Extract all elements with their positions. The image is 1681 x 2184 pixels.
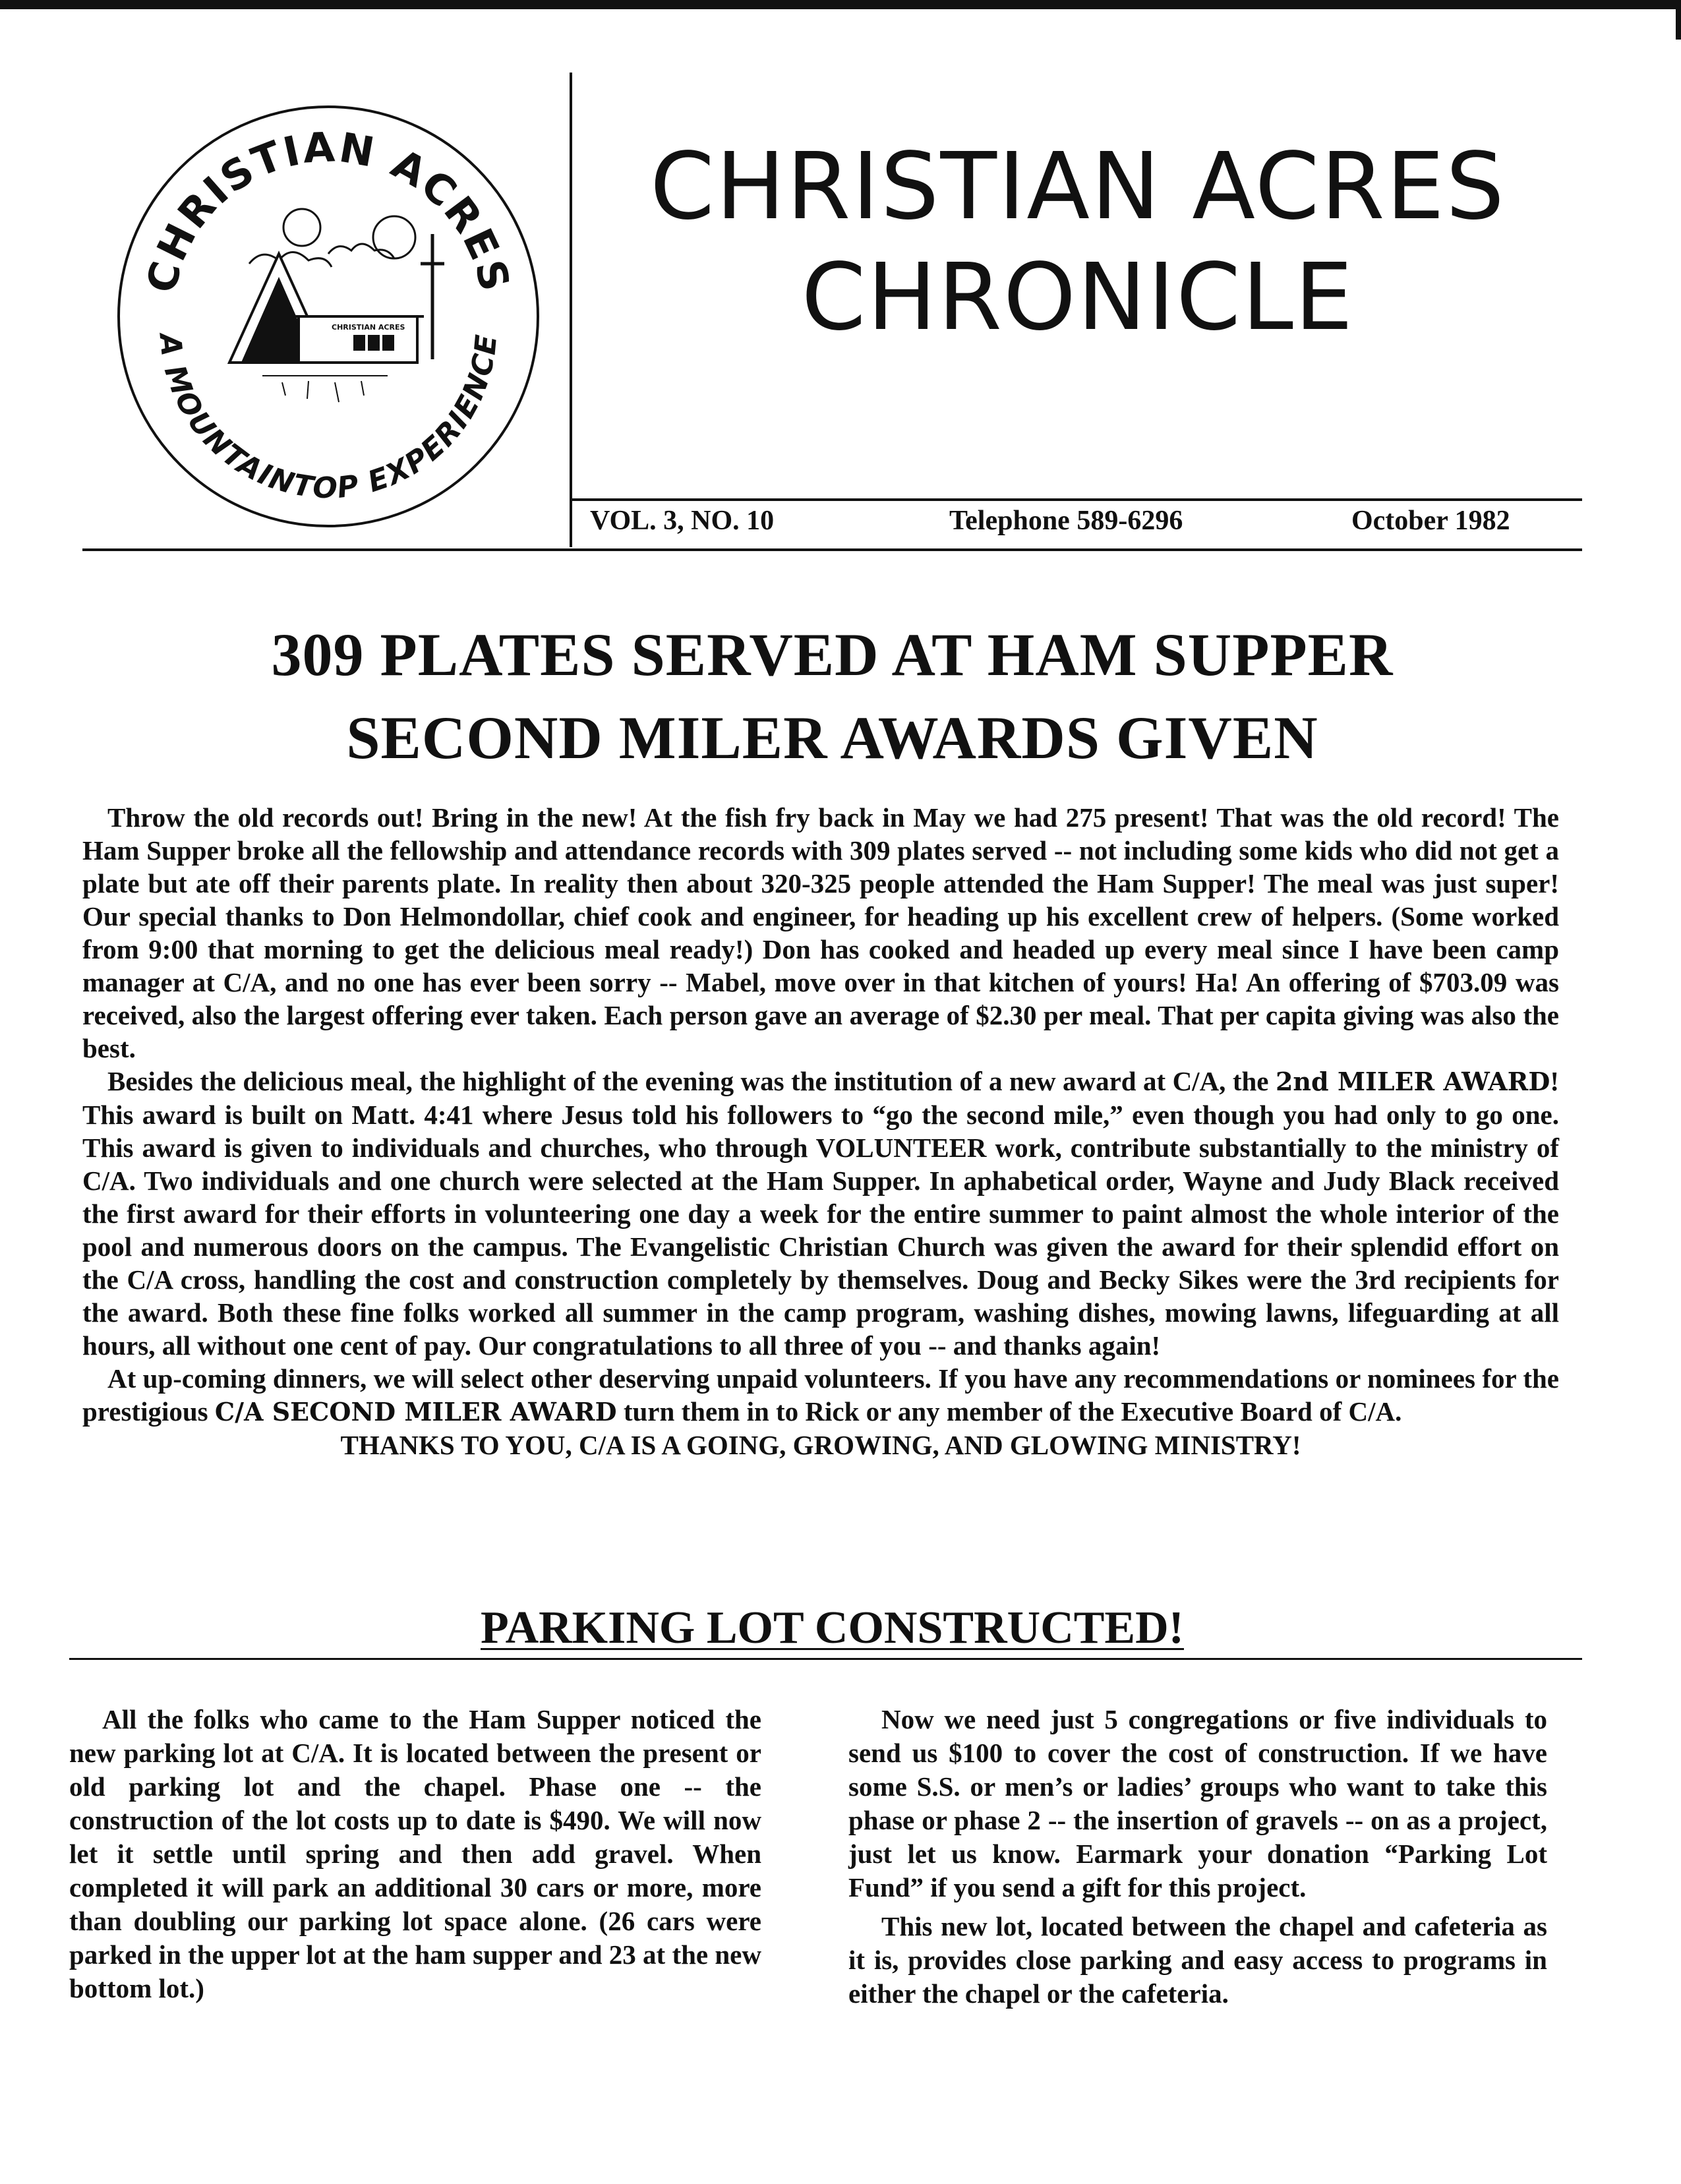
newsletter-title (580, 132, 1576, 353)
issue-info-bar (590, 505, 1513, 539)
page-top-border (0, 0, 1681, 9)
logo-sign-text: CHRISTIAN ACRES (332, 323, 405, 332)
article-paragraph-1: Throw the old records out! Bring in the new! At the fish fry back in May we had 275 present! That was the old record! The Ham Supper broke all the fellowship and attendance records with 309 plates served -- not including some kids who did not get a plate but ate off their parents plate. In reality then about 320-325 people attended the Ham Supper! The meal was just super! Our special thanks to Don Helmondollar, chief cook and engineer, for heading up his excellent crew of helpers. (Some worked from 9:00 that morning to get the delicious meal ready!) Don has cooked and headed up every meal since I have been camp manager at C/A, and no one has ever been sorry -- Mabel, move over in that kitchen of yours! Ha! An offering of $703.09 was received, also the largest offering ever taken. Each person gave an average of $2.30 per meal. That per capita giving was also the best. (82, 802, 1559, 1063)
logo-bottom-text: A MOUNTAINTOP EXPERIENCE (152, 332, 504, 506)
logo-top-text: CHRISTIAN ACRES (136, 123, 520, 298)
parking-lot-heading: PARKING LOT CONSTRUCTED! (481, 1603, 1184, 1653)
masthead-vertical-rule (570, 73, 572, 547)
meta-rule-top (570, 498, 1582, 501)
parking-left-paragraph: All the folks who came to the Ham Supper noticed the new parking lot at C/A. It is located between the present or old parking lot and the chapel. Phase one -- the construction of the lot costs up to date is $490. We will now let it settle until spring and then add gravel. When completed it will park an additional 30 cars or more, more than doubling our parking lot space alone. (26 cars were parked in the upper lot at the ham supper and 23 at the new bottom lot.) (69, 1704, 761, 2003)
parking-right-paragraph-2: This new lot, located between the chapel and cafeteria as it is, provides close parking and easy access to programs in either the chapel or the cafeteria. (848, 1911, 1547, 2009)
cross-illustration (421, 234, 444, 359)
parking-section-rule (69, 1658, 1582, 1660)
p2-text-b: ! This award is built on Matt. 4:41 where Jesus told his followers to “go the second mile,” even though you had only to go one. This award is given to individuals and churches, who through VOLUNTEER work, contribute substantially to the ministry of C/A. Two individuals and one church were selected at the Ham Supper. In aphabetical order, Wayne and Judy Black received the first award for their efforts in volunteering one day a week for the entire summer to paint almost the whole interior of the pool and numerous doors on the campus. The Evangelistic Christian Church was given the award for their splendid effort on the C/A cross, handling the cost and construction completely by themselves. Doug and Becky Sikes were the 3rd recipients for the award. Both these fine folks worked all summer in the camp program, washing dishes, mowing lawns, lifeguarding at all hours, all without one cent of pay. Our congratulations to all three of you -- and thanks again! (82, 1066, 1559, 1361)
clouds-illustration (249, 209, 415, 267)
headline-line-1: 309 PLATES SERVED AT HAM SUPPER (271, 621, 1394, 688)
article-paragraph-2 (82, 1065, 1559, 1362)
second-miler-award-emphasis: 2nd MILER AWARD (1275, 1067, 1550, 1096)
christian-acres-logo (111, 99, 546, 534)
p3-text-a: At up-coming dinners, we will select other deserving unpaid volunteers. If you have any recommendations or nominees for the prestigious (82, 1363, 1559, 1427)
parking-right-paragraph-1: Now we need just 5 congregations or five individuals to send us $100 to cover the cost of construction. If we have some S.S. or men’s or ladies’ groups who want to take this phase or phase 2 -- the insertion of gravels -- on as a project, just let us know. Earmark your donation “Parking Lot Fund” if you send a gift for this project. (848, 1704, 1547, 1903)
chapel-building-illustration (229, 254, 424, 363)
grass-illustration (262, 376, 388, 402)
p2-text-a: Besides the delicious meal, the highlight of the evening was the institution of a new award at C/A, the (107, 1066, 1276, 1096)
parking-right-column (848, 1703, 1547, 2011)
title-line-2: CHRONICLE (801, 244, 1355, 351)
page-right-border (1676, 0, 1681, 40)
ham-supper-article (82, 801, 1559, 1461)
issue-date: October 1982 (1351, 506, 1510, 536)
article-paragraph-3 (82, 1362, 1559, 1429)
p3-text-b: turn them in to Rick or any member of the Executive Board of C/A. (616, 1396, 1402, 1427)
main-headline (82, 613, 1582, 779)
article-closing-line: THANKS TO YOU, C/A IS A GOING, GROWING, AND GLOWING MINISTRY! (340, 1430, 1301, 1460)
headline-line-2: SECOND MILER AWARDS GIVEN (346, 704, 1318, 771)
meta-rule-bottom (82, 548, 1582, 551)
title-line-1: CHRISTIAN ACRES (650, 133, 1506, 241)
telephone-number: Telephone 589-6296 (949, 506, 1183, 536)
parking-left-column (69, 1703, 761, 2005)
award-name-emphasis: C/A SECOND MILER AWARD (214, 1397, 617, 1427)
volume-number: VOL. 3, NO. 10 (590, 506, 775, 536)
